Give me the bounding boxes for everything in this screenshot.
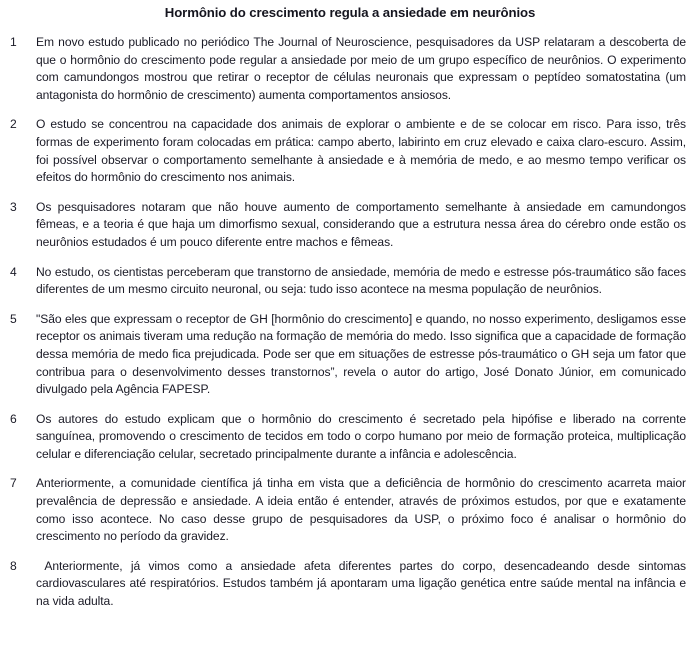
paragraph-item xyxy=(0,116,700,186)
paragraph-item xyxy=(0,558,700,611)
paragraph-text: O estudo se concentrou na capacidade dos animais de explorar o ambiente e de se colocar em risco. Para isso, três formas de experimento foram colocadas em prática: campo aberto, labirinto em cruz elevado e caixa claro-escuro. Assim, foi possível observar o comportamento semelhante à ansiedade e à memória de medo, e ao mesmo tempo verificar os efeitos do hormônio do crescimento nos animais. xyxy=(36,117,686,185)
paragraph-text: "São eles que expressam o receptor de GH [hormônio do crescimento] e quando, no nosso experimento, desligamos esse receptor os animais tiveram uma redução na formação de memória do medo. Isso significa que a capacidade de formação dessa memória de medo fica prejudicada. Pode ser que em situações de estresse pós-traumático o GH seja um fator que contribua para o desenvolvimento desses transtornos”, revela o autor do artigo, José Donato Júnior, em comunicado divulgado pela Agência FAPESP. xyxy=(36,311,686,397)
paragraph-number: 7 xyxy=(10,476,17,491)
paragraph-item xyxy=(0,475,700,545)
paragraph-number: 8 xyxy=(10,558,17,573)
paragraph-number: 6 xyxy=(10,411,17,426)
paragraph-text: Anteriormente, já vimos como a ansiedade afeta diferentes partes do corpo, desencadeando desde sintomas cardiovasculares até respiratórios. Estudos também já apontaram uma ligação genética entre saúde mental na infância e na vida adulta. xyxy=(36,558,687,609)
paragraph-text: Os autores do estudo explicam que o hormônio do crescimento é secretado pela hipófise e liberado na corrente sanguínea, promovendo o crescimento de tecidos em todo o corpo humano por meio de formação proteica, multiplicação celular e diferenciação celular, secretado principalmente durante a infância e adolescência. xyxy=(36,411,686,461)
paragraph-text: Anteriormente, a comunidade científica já tinha em vista que a deficiência de hormônio do crescimento acarreta maior prevalência de depressão e ansiedade. A ideia então é entender, através de próximos estudos, por que e exatamente como isso acontece. No caso desse grupo de pesquisadores da USP, o próximo foco é analisar o hormônio do crescimento no período da gravidez. xyxy=(36,476,686,544)
paragraph-item xyxy=(0,199,700,252)
paragraph-item xyxy=(0,411,700,464)
paragraph-text: No estudo, os cientistas perceberam que transtorno de ansiedade, memória de medo e estresse pós-traumático são faces diferentes de um mesmo circuito neuronal, ou seja: tudo isso acontece na mesma população de neurônios. xyxy=(36,264,686,297)
paragraph-text: Em novo estudo publicado no periódico The Journal of Neuroscience, pesquisadores da USP relataram a descoberta de que o hormônio do crescimento pode regular a ansiedade por meio de um grupo específico de neurônios. O experimento com camundongos mostrou que retirar o receptor de células neuronais que expressam o peptídeo somatostatina (um antagonista do hormônio de crescimento) aumenta comportamentos ansiosos. xyxy=(36,35,686,102)
page-title: Hormônio do crescimento regula a ansiedade em neurônios xyxy=(164,5,536,20)
paragraph-item xyxy=(0,34,700,104)
paragraph-item xyxy=(0,311,700,399)
paragraph-number: 2 xyxy=(10,117,17,132)
paragraph-number: 5 xyxy=(10,311,17,326)
paragraph-item xyxy=(0,264,700,299)
paragraph-number: 4 xyxy=(10,264,17,279)
numbered-paragraph-list xyxy=(0,34,700,611)
paragraph-text: Os pesquisadores notaram que não houve aumento de comportamento semelhante à ansiedade em camundongos fêmeas, e a teoria é que haja um dimorfismo sexual, considerando que a estrutura nessa área do cérebro onde estão os neurônios estudados é um pouco diferente entre machos e fêmeas. xyxy=(36,199,686,249)
paragraph-number: 1 xyxy=(10,35,17,49)
paragraph-number: 3 xyxy=(10,199,17,214)
